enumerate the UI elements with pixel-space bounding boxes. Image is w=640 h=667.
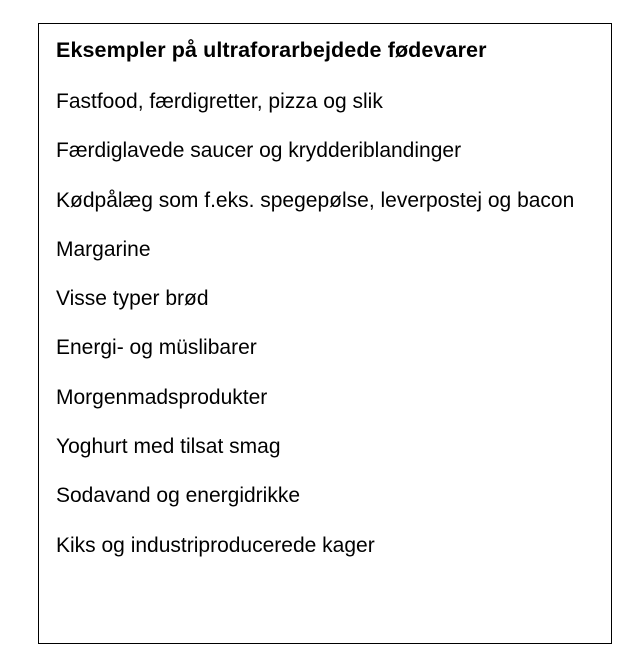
list-item: Fastfood, færdigretter, pizza og slik <box>56 90 383 113</box>
list-item: Kødpålæg som f.eks. spegepølse, leverpostej og bacon <box>56 188 575 212</box>
list-item: Visse typer brød <box>56 287 209 311</box>
food-examples-box <box>38 23 612 644</box>
list-item: Yoghurt med tilsat smag <box>56 435 281 459</box>
list-item: Færdiglavede saucer og krydderiblandinger <box>56 139 462 163</box>
list-item: Kiks og industriproducerede kager <box>56 533 375 557</box>
list-item: Margarine <box>56 237 151 261</box>
list-item: Sodavand og energidrikke <box>56 484 301 508</box>
list-item: Energi- og müslibarer <box>56 336 257 360</box>
list-item: Morgenmadsprodukter <box>56 385 268 409</box>
box-title: Eksempler på ultraforarbejdede fødevarer <box>56 38 487 62</box>
food-list <box>56 86 576 579</box>
